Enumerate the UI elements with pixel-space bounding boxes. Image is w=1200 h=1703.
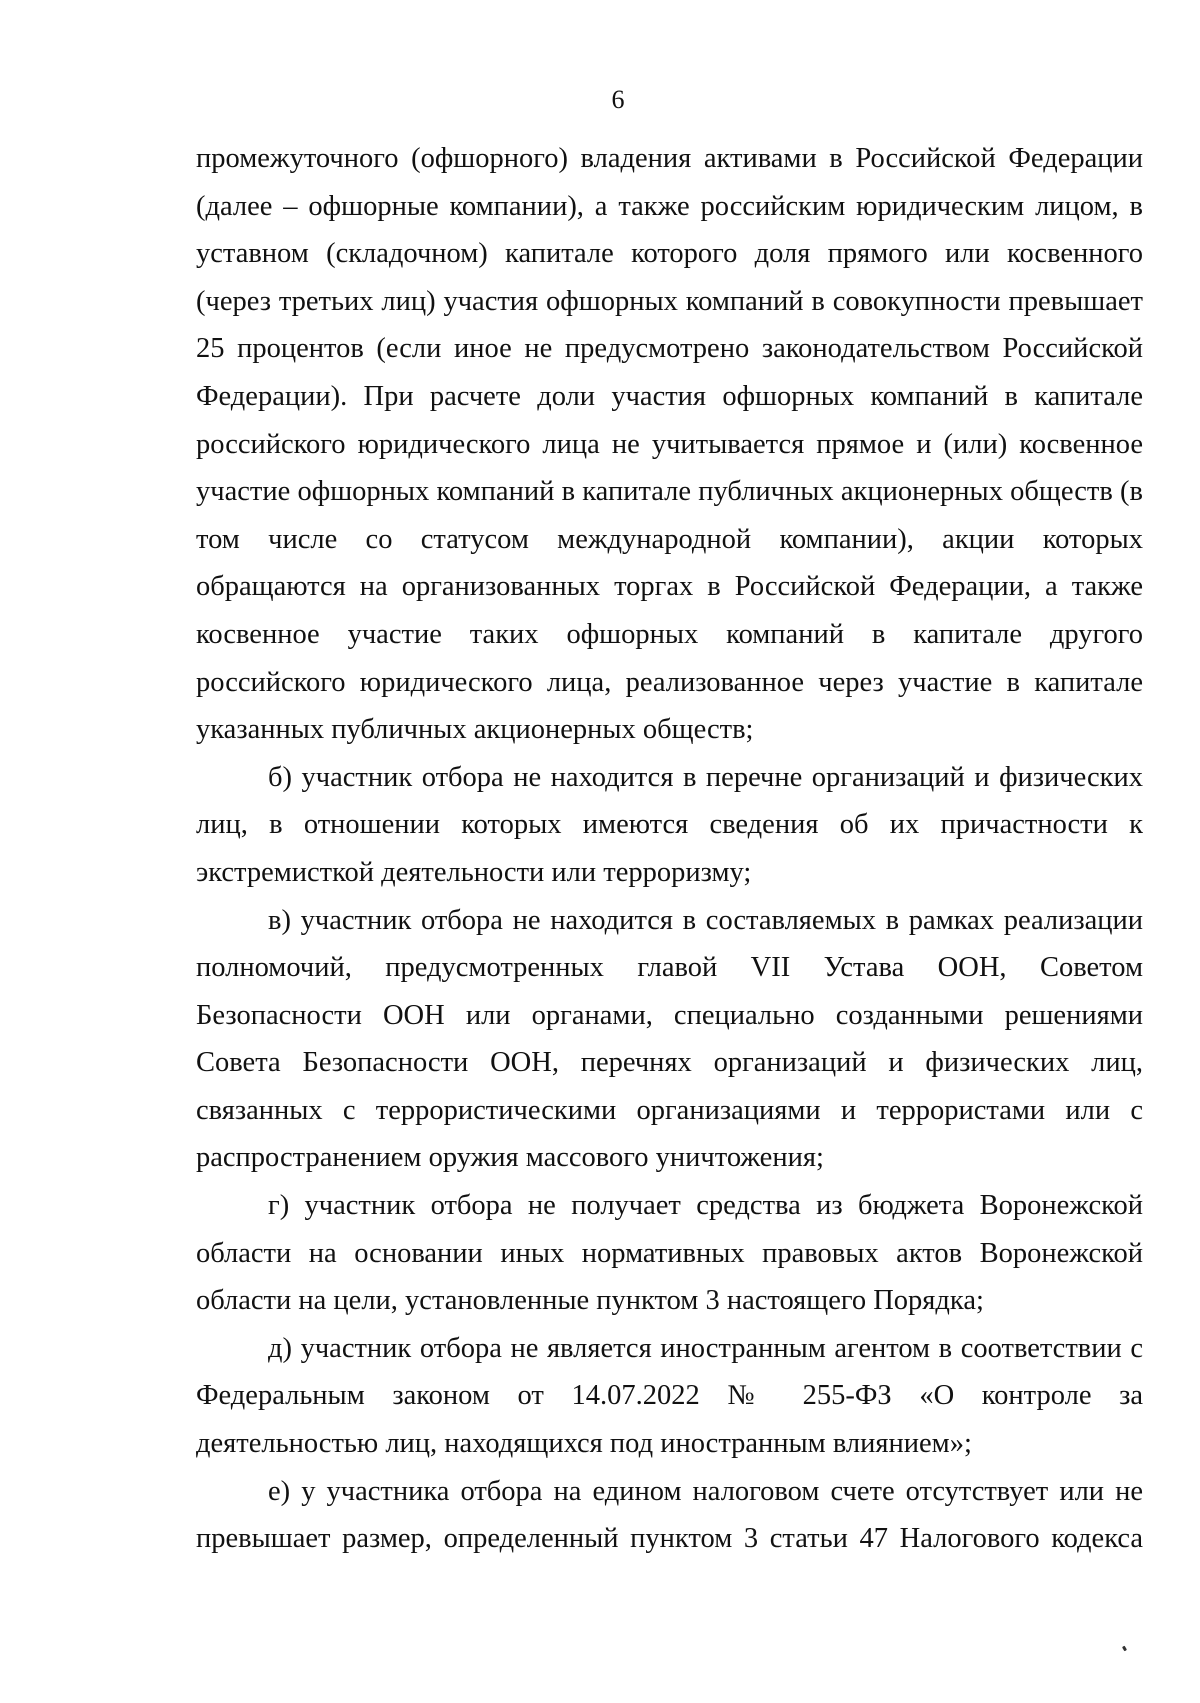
text-line: в) участник отбора не находится в составляемых в рамках реализации [268,904,1143,936]
text-line: области на основании иных нормативных правовых актов Воронежской [196,1237,1143,1269]
text-line: превышает размер, определенный пунктом 3 статьи 47 Налогового кодекса [196,1523,1143,1555]
text-line: распространением оружия массового уничтожения; [196,1142,824,1174]
text-line: лиц, в отношении которых имеются сведения об их причастности к [196,809,1143,841]
text-line: участие офшорных компаний в капитале публичных акционерных обществ (в [196,476,1143,508]
scan-artifact [1122,1646,1127,1652]
text-line: указанных публичных акционерных обществ; [196,714,754,746]
text-line: косвенное участие таких офшорных компаний в капитале другого [196,618,1143,650]
text-line: б) участник отбора не находится в перечне организаций и физических [268,761,1143,793]
text-line: российского юридического лица, реализованное через участие в капитале [196,666,1143,698]
text-line: уставном (складочном) капитале которого доля прямого или косвенного [196,238,1143,270]
text-line: е) у участника отбора на едином налоговом счете отсутствует или не [268,1475,1143,1507]
text-line: Совета Безопасности ООН, перечнях организаций и физических лиц, [196,1047,1143,1079]
text-line: деятельностью лиц, находящихся под иностранным влиянием»; [196,1428,972,1460]
text-line: (далее – офшорные компании), а также российским юридическим лицом, в [196,190,1143,222]
document-body [196,135,1143,1563]
text-line: 25 процентов (если иное не предусмотрено законодательством Российской [196,333,1143,365]
text-line: (через третьих лиц) участия офшорных компаний в совокупности превышает [196,285,1143,317]
text-line: Безопасности ООН или органами, специально созданными решениями [196,999,1143,1031]
text-line: промежуточного (офшорного) владения активами в Российской Федерации [196,143,1143,174]
text-line: д) участник отбора не является иностранным агентом в соответствии с [268,1332,1143,1364]
text-line: обращаются на организованных торгах в Российской Федерации, а также [196,571,1143,603]
text-line: связанных с террористическими организациями и террористами или с [196,1094,1143,1126]
page-number: 6 [611,85,625,114]
text-line: Федерации). При расчете доли участия офшорных компаний в капитале [196,380,1143,412]
text-line: экстремисткой деятельности или терроризму; [196,856,752,888]
text-line: области на цели, установленные пунктом 3 настоящего Порядка; [196,1285,984,1317]
text-line: Федеральным законом от 14.07.2022 № 255-ФЗ «О контроле за [196,1380,1143,1412]
text-line: г) участник отбора не получает средства из бюджета Воронежской [268,1190,1143,1222]
text-line: российского юридического лица не учитывается прямое и (или) косвенное [196,428,1143,460]
text-line: полномочий, предусмотренных главой VII Устава ООН, Советом [196,952,1143,984]
text-line: том числе со статусом международной компании), акции которых [196,523,1143,555]
